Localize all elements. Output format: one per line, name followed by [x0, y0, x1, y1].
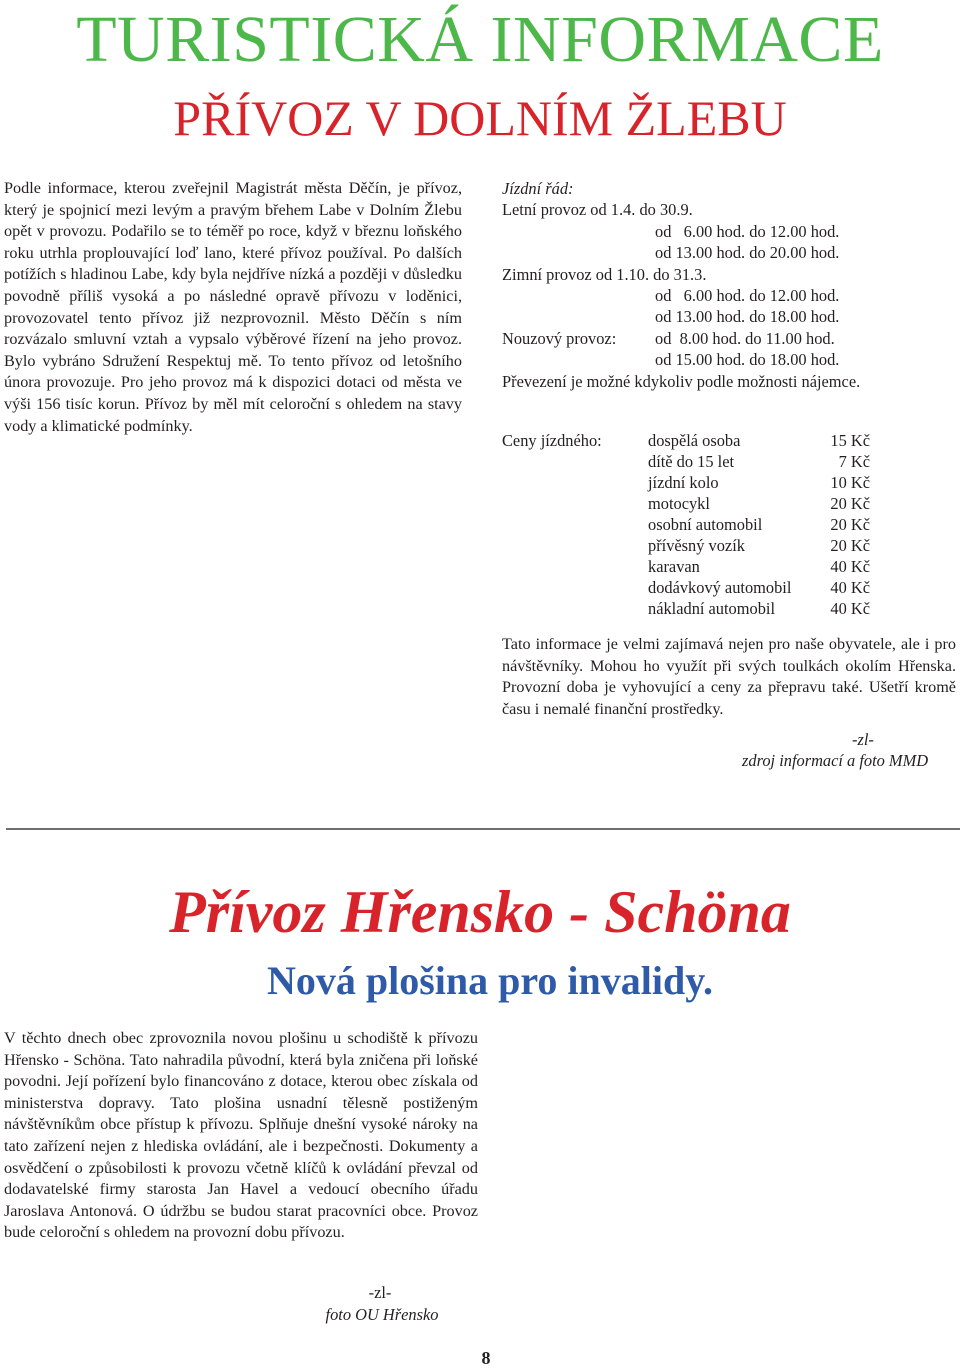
article2-source: foto OU Hřensko	[325, 1305, 439, 1324]
price-row	[502, 556, 870, 577]
price-table	[502, 430, 870, 619]
price-item-value: 10 Kč	[830, 473, 870, 492]
page-subtitle: PŘÍVOZ V DOLNÍM ŽLEBU	[173, 90, 787, 146]
timetable-summer-2: od 13.00 hod. do 20.00 hod.	[655, 243, 840, 263]
price-item-name: dospělá osoba	[648, 431, 741, 450]
price-item-name: dítě do 15 let	[648, 452, 735, 471]
price-item-name: jízdní kolo	[648, 473, 719, 492]
timetable-winter-1: od 6.00 hod. do 12.00 hod.	[655, 286, 840, 306]
price-item-name: nákladní automobil	[648, 599, 776, 618]
price-item-value: 20 Kč	[830, 515, 870, 534]
price-item-name: osobní automobil	[648, 515, 763, 534]
price-row	[502, 493, 870, 514]
article-platform	[4, 1028, 478, 1244]
price-label-cell	[502, 451, 648, 472]
price-item-name: dodávkový automobil	[648, 578, 792, 597]
price-label-cell	[502, 514, 648, 535]
price-item-value: 7 Kč	[838, 452, 870, 471]
price-item-value: 40 Kč	[830, 557, 870, 576]
timetable-heading: Jízdní řád:	[502, 179, 574, 198]
price-item-name: karavan	[648, 557, 700, 576]
price-label-cell	[502, 577, 648, 598]
price-label-cell	[502, 472, 648, 493]
price-item-value: 40 Kč	[830, 578, 870, 597]
info-block	[502, 634, 956, 720]
info-paragraph: Tato informace je velmi zajímavá nejen pro naše obyvatele, ale i pro návštěvníky. Mohou ho využít při svých toulkách okolím Hřenska. Provozní doba je vyhovující a ceny za přepravu také. Ušetří kromě času i nemalé finanční prostředky.	[502, 635, 956, 718]
section-divider	[6, 828, 960, 830]
price-list	[502, 430, 922, 619]
article-paragraph: Podle informace, kterou zveřejnil Magistrát města Děčín, je přívoz, který je spojnicí mezi levým a pravým břehem Labe v Dolním Žlebu opět v provozu. Podařilo se to téměř po roce, když v březnu loňského roku utrhla proplouvající loď lano, které přívoz používal. Po dalších potížích s hladinou Labe, kdy byla nejdříve nízká a později v důsledku povodně příliš vysoká a po následné opravě přívozu v loděnici, provozovatel tento přívoz již nezprovoznil. Město Děčín s ním rozvázalo smluvní vztah a vypsalo výběrové řízení na jeho provoz. Bylo vybráno Sdružení Respektuj mě. To tento přívoz od letošního února provozuje. Pro jeho provoz má k dispozici dotaci od města ve výši 156 tisíc korun. Přívoz by měl mít celoroční s ohledem na stavy vody a klimatické podmínky.	[4, 179, 462, 435]
price-item-value: 20 Kč	[830, 536, 870, 555]
timetable-summer-1: od 6.00 hod. do 12.00 hod.	[655, 221, 840, 241]
info-author-text: -zl-	[852, 730, 874, 749]
price-row	[502, 535, 870, 556]
article2-author: -zl-	[368, 1283, 392, 1302]
price-item-name: motocykl	[648, 494, 710, 513]
price-label-cell	[502, 535, 648, 556]
price-row	[502, 514, 870, 535]
timetable-note: Převezení je možné kdykoliv podle možnosti nájemce.	[502, 371, 861, 391]
article2-title: Přívoz Hřensko - Schöna	[169, 879, 791, 945]
price-item-value: 20 Kč	[830, 494, 870, 513]
price-row	[502, 577, 870, 598]
timetable-emergency-2: od 15.00 hod. do 18.00 hod.	[655, 350, 840, 370]
price-row	[502, 430, 870, 451]
article2-subtitle: Nová plošina pro invalidy.	[266, 958, 714, 1003]
price-row	[502, 451, 870, 472]
timetable-winter-2: od 13.00 hod. do 18.00 hod.	[655, 307, 840, 327]
price-label-cell	[502, 556, 648, 577]
price-item-value: 15 Kč	[830, 431, 870, 450]
page-title: TURISTICKÁ INFORMACE	[76, 3, 884, 76]
timetable-summer-label: Letní provoz od 1.4. do 30.9.	[502, 200, 693, 220]
timetable	[502, 178, 952, 392]
price-item-value: 40 Kč	[830, 599, 870, 618]
article-ferry-dolni-zleb	[4, 178, 462, 437]
timetable-winter-label: Zimní provoz od 1.10. do 31.3.	[502, 264, 707, 284]
info-author	[852, 729, 874, 750]
timetable-emergency-row	[502, 328, 952, 349]
timetable-emergency-label: Nouzový provoz:	[502, 328, 617, 348]
price-row	[502, 598, 870, 619]
price-label-cell	[502, 493, 648, 514]
timetable-emergency-1: od 8.00 hod. do 11.00 hod.	[655, 328, 835, 348]
article2-paragraph: V těchto dnech obec zprovoznila novou plošinu u schodiště k přívozu Hřensko - Schöna. Tato nahradila původní, která byla zničena při loňské povodni. Její pořízení bylo financováno z dotace, kterou obec získala od ministerstva dopravy. Tato plošina usnadní tělesně postiženým návštěvníkům obce přístup k přívozu. Splňuje dnešní vysoké nároky na tato zařízení nejen z hlediska ovládání, ale i bezpečnosti. Dokumenty a osvědčení o způsobilosti k provozu včetně klíčů k ovládání převzal od dodavatelské firmy starosta Jan Havel a vedoucí obecního úřadu Jaroslava Antonová. O údržbu se budou starat pracovníci obce. Provoz bude celoroční s ohledem na provozní dobu přívozu.	[4, 1029, 478, 1242]
info-source: zdroj informací a foto MMD	[742, 751, 929, 770]
page-number: 8	[481, 1348, 491, 1368]
price-label-cell: Ceny jízdného:	[502, 431, 602, 450]
price-row	[502, 472, 870, 493]
price-item-name: přívěsný vozík	[648, 536, 745, 555]
price-label-cell	[502, 598, 648, 619]
